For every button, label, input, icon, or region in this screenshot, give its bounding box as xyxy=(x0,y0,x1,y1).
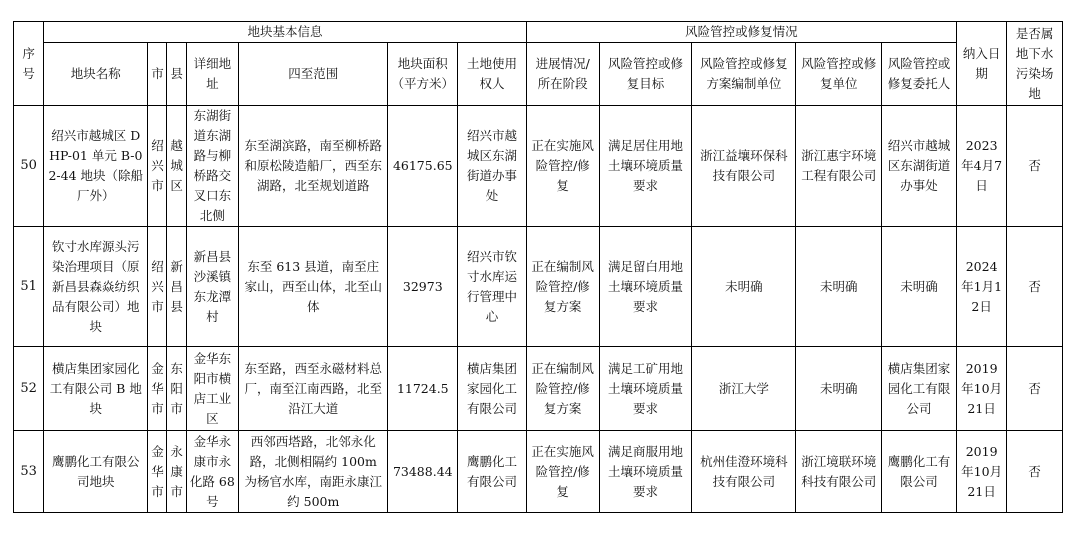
cell-plan-unit: 浙江益壤环保科技有限公司 xyxy=(692,106,796,227)
cell-groundwater: 否 xyxy=(1007,347,1063,431)
cell-target: 满足留白用地土壤环境质量要求 xyxy=(599,227,692,347)
cell-target: 满足工矿用地土壤环境质量要求 xyxy=(599,347,692,431)
header-city: 市 xyxy=(148,43,167,106)
cell-area: 46175.65 xyxy=(388,106,458,227)
cell-county: 越城区 xyxy=(167,106,186,227)
cell-client: 鹰鹏化工有限公司 xyxy=(882,431,957,513)
cell-boundary: 西邻西塔路，北邻永化路，北侧相隔约 100m 为杨官水库，南距永康江约 500m xyxy=(239,431,388,513)
cell-seq: 52 xyxy=(14,347,44,431)
cell-repair-unit: 浙江境联环境科技有限公司 xyxy=(796,431,882,513)
cell-date: 2023年4月7日 xyxy=(956,106,1006,227)
header-name: 地块名称 xyxy=(44,43,148,106)
cell-land-user: 绍兴市越城区东湖街道办事处 xyxy=(458,106,527,227)
header-target: 风险管控或修复目标 xyxy=(599,43,692,106)
header-land-user: 土地使用权人 xyxy=(458,43,527,106)
cell-plan-unit: 未明确 xyxy=(692,227,796,347)
cell-name: 横店集团家园化工有限公司 B 地块 xyxy=(44,347,148,431)
cell-progress: 正在编制风险管控/修复方案 xyxy=(526,347,599,431)
cell-progress: 正在实施风险管控/修复 xyxy=(526,431,599,513)
cell-date: 2019年10月21日 xyxy=(956,347,1006,431)
table-row xyxy=(14,227,1063,347)
cell-boundary: 东至路，西至永磁材料总厂，南至江南西路，北至沿江大道 xyxy=(239,347,388,431)
cell-address: 金华永康市永化路 68 号 xyxy=(186,431,238,513)
cell-name: 钦寸水库源头污染治理项目（原新昌县森焱纺织品有限公司）地块 xyxy=(44,227,148,347)
cell-area: 11724.5 xyxy=(388,347,458,431)
cell-date: 2019年10月21日 xyxy=(956,431,1006,513)
cell-address: 新昌县沙溪镇东龙潭村 xyxy=(186,227,238,347)
cell-target: 满足居住用地土壤环境质量要求 xyxy=(599,106,692,227)
cell-land-user: 鹰鹏化工有限公司 xyxy=(458,431,527,513)
cell-client: 未明确 xyxy=(882,227,957,347)
cell-progress: 正在编制风险管控/修复方案 xyxy=(526,227,599,347)
cell-date: 2024年1月12日 xyxy=(956,227,1006,347)
cell-county: 永康市 xyxy=(167,431,186,513)
cell-boundary: 东至湖滨路，南至柳桥路和原松陵造船厂，西至东湖路，北至规划道路 xyxy=(239,106,388,227)
cell-seq: 51 xyxy=(14,227,44,347)
cell-repair-unit: 未明确 xyxy=(796,227,882,347)
cell-land-user: 横店集团家园化工有限公司 xyxy=(458,347,527,431)
cell-land-user: 绍兴市钦寸水库运行管理中心 xyxy=(458,227,527,347)
cell-groundwater: 否 xyxy=(1007,106,1063,227)
header-client: 风险管控或修复委托人 xyxy=(882,43,957,106)
cell-groundwater: 否 xyxy=(1007,227,1063,347)
header-plan-unit: 风险管控或修复方案编制单位 xyxy=(692,43,796,106)
header-seq: 序号 xyxy=(14,22,44,106)
cell-target: 满足商服用地土壤环境质量要求 xyxy=(599,431,692,513)
cell-seq: 53 xyxy=(14,431,44,513)
cell-county: 东阳市 xyxy=(167,347,186,431)
table-row xyxy=(14,347,1063,431)
cell-address: 东湖街道东湖路与柳桥路交叉口东北侧 xyxy=(186,106,238,227)
cell-city: 绍兴市 xyxy=(148,106,167,227)
contaminated-sites-table xyxy=(13,21,1063,513)
cell-progress: 正在实施风险管控/修复 xyxy=(526,106,599,227)
header-progress: 进展情况/所在阶段 xyxy=(526,43,599,106)
cell-name: 鹰鹏化工有限公司地块 xyxy=(44,431,148,513)
header-area: 地块面积（平方米） xyxy=(388,43,458,106)
cell-groundwater: 否 xyxy=(1007,431,1063,513)
table-row xyxy=(14,106,1063,227)
cell-address: 金华东阳市横店工业区 xyxy=(186,347,238,431)
header-group-basic: 地块基本信息 xyxy=(44,22,527,43)
cell-name: 绍兴市越城区 DHP-01 单元 B-02-44 地块（除船厂外） xyxy=(44,106,148,227)
cell-county: 新昌县 xyxy=(167,227,186,347)
cell-city: 绍兴市 xyxy=(148,227,167,347)
header-date: 纳入日期 xyxy=(956,22,1006,106)
cell-boundary: 东至 613 县道，南至庄家山，西至山体，北至山体 xyxy=(239,227,388,347)
cell-client: 绍兴市越城区东湖街道办事处 xyxy=(882,106,957,227)
cell-repair-unit: 浙江惠宇环境工程有限公司 xyxy=(796,106,882,227)
header-address: 详细地址 xyxy=(186,43,238,106)
header-county: 县 xyxy=(167,43,186,106)
header-repair-unit: 风险管控或修复单位 xyxy=(796,43,882,106)
cell-city: 金华市 xyxy=(148,347,167,431)
cell-area: 32973 xyxy=(388,227,458,347)
table-row xyxy=(14,431,1063,513)
cell-repair-unit: 未明确 xyxy=(796,347,882,431)
header-groundwater: 是否属地下水污染场地 xyxy=(1007,22,1063,106)
cell-plan-unit: 浙江大学 xyxy=(692,347,796,431)
cell-plan-unit: 杭州佳澄环境科技有限公司 xyxy=(692,431,796,513)
cell-seq: 50 xyxy=(14,106,44,227)
cell-city: 金华市 xyxy=(148,431,167,513)
cell-area: 73488.44 xyxy=(388,431,458,513)
header-group-risk: 风险管控或修复情况 xyxy=(526,22,956,43)
cell-client: 横店集团家园化工有限公司 xyxy=(882,347,957,431)
header-boundary: 四至范围 xyxy=(239,43,388,106)
